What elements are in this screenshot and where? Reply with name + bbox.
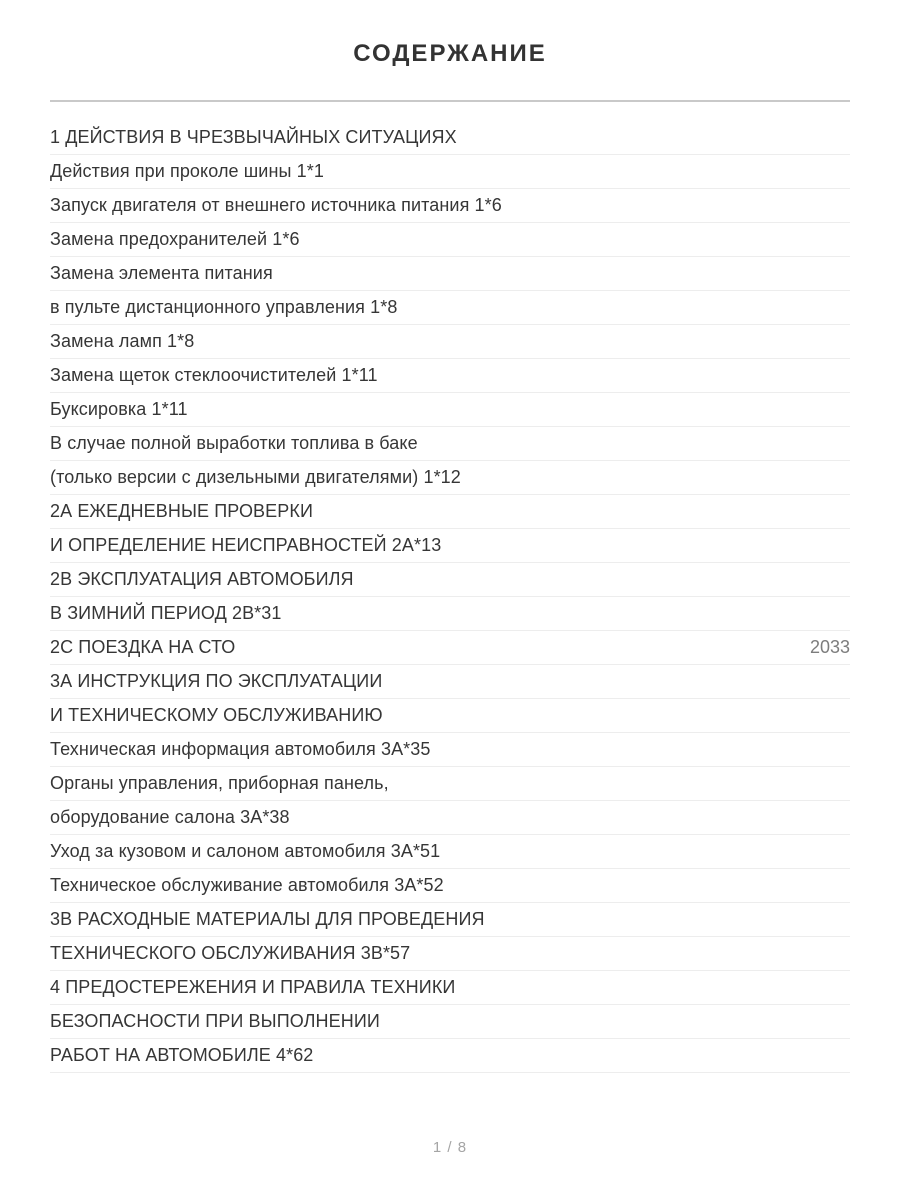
toc-row-label: Замена предохранителей 1*6 — [50, 229, 300, 249]
toc-row[interactable] — [50, 257, 850, 291]
toc-row[interactable] — [50, 461, 850, 495]
toc-row[interactable] — [50, 121, 850, 155]
toc-row-label: Органы управления, приборная панель, — [50, 773, 389, 793]
toc-row-label: И ТЕХНИЧЕСКОМУ ОБСЛУЖИВАНИЮ — [50, 705, 383, 725]
toc-row-label: 3А ИНСТРУКЦИЯ ПО ЭКСПЛУАТАЦИИ — [50, 671, 383, 691]
toc-row-label: Запуск двигателя от внешнего источника питания 1*6 — [50, 195, 502, 215]
toc-row-label: 1 ДЕЙСТВИЯ В ЧРЕЗВЫЧАЙНЫХ СИТУАЦИЯХ — [50, 127, 457, 147]
toc-row[interactable] — [50, 767, 850, 801]
toc-row-label: 2А ЕЖЕДНЕВНЫЕ ПРОВЕРКИ — [50, 501, 313, 521]
toc-row[interactable] — [50, 971, 850, 1005]
toc-row-label: 2В ЭКСПЛУАТАЦИЯ АВТОМОБИЛЯ — [50, 569, 354, 589]
toc-row[interactable] — [50, 699, 850, 733]
toc-row[interactable] — [50, 529, 850, 563]
toc-row[interactable] — [50, 291, 850, 325]
toc-row-label: Замена элемента питания — [50, 263, 273, 283]
toc-row-label: оборудование салона 3А*38 — [50, 807, 290, 827]
toc-row[interactable] — [50, 801, 850, 835]
toc-row-label: В ЗИМНИЙ ПЕРИОД 2В*31 — [50, 603, 282, 623]
toc-row[interactable] — [50, 495, 850, 529]
toc-row-label: 4 ПРЕДОСТЕРЕЖЕНИЯ И ПРАВИЛА ТЕХНИКИ — [50, 977, 456, 997]
toc-row-label: ТЕХНИЧЕСКОГО ОБСЛУЖИВАНИЯ 3В*57 — [50, 943, 411, 963]
toc-row-label: И ОПРЕДЕЛЕНИЕ НЕИСПРАВНОСТЕЙ 2А*13 — [50, 535, 442, 555]
toc-row-label: Замена щеток стеклоочистителей 1*11 — [50, 365, 378, 385]
toc-row[interactable] — [50, 597, 850, 631]
toc-row[interactable] — [50, 325, 850, 359]
toc-row[interactable] — [50, 563, 850, 597]
toc-row-right-value: 2033 — [809, 637, 850, 657]
toc-row-label: в пульте дистанционного управления 1*8 — [50, 297, 398, 317]
toc-row-label: Уход за кузовом и салоном автомобиля 3А*51 — [50, 841, 441, 861]
toc-row[interactable] — [50, 155, 850, 189]
toc-row-label: БЕЗОПАСНОСТИ ПРИ ВЫПОЛНЕНИИ — [50, 1011, 380, 1031]
toc-row[interactable] — [50, 937, 850, 971]
toc-row[interactable] — [50, 189, 850, 223]
toc-row[interactable] — [50, 835, 850, 869]
toc-row[interactable] — [50, 1005, 850, 1039]
toc-row[interactable] — [50, 733, 850, 767]
title-divider — [50, 100, 850, 102]
toc-row-label: Техническая информация автомобиля 3А*35 — [50, 739, 431, 759]
toc-list — [50, 121, 850, 1073]
toc-row[interactable] — [50, 427, 850, 461]
toc-row-label: В случае полной выработки топлива в баке — [50, 433, 418, 453]
toc-row-label: РАБОТ НА АВТОМОБИЛЕ 4*62 — [50, 1045, 314, 1065]
toc-row[interactable] — [50, 903, 850, 937]
toc-row-label: Буксировка 1*11 — [50, 399, 188, 419]
page-title: СОДЕРЖАНИЕ — [353, 40, 547, 67]
toc-row[interactable] — [50, 869, 850, 903]
toc-row[interactable] — [50, 1039, 850, 1073]
toc-row[interactable] — [50, 223, 850, 257]
toc-row[interactable] — [50, 631, 850, 665]
toc-row-label: (только версии с дизельными двигателями) 1*12 — [50, 467, 461, 487]
page-indicator: 1 / 8 — [432, 1139, 468, 1156]
toc-row-label: 3В РАСХОДНЫЕ МАТЕРИАЛЫ ДЛЯ ПРОВЕДЕНИЯ — [50, 909, 485, 929]
toc-row-label: Действия при проколе шины 1*1 — [50, 161, 324, 181]
toc-row-label: Замена ламп 1*8 — [50, 331, 195, 351]
toc-row-label: Техническое обслуживание автомобиля 3А*52 — [50, 875, 444, 895]
toc-row[interactable] — [50, 359, 850, 393]
toc-row[interactable] — [50, 665, 850, 699]
toc-row[interactable] — [50, 393, 850, 427]
toc-row-label: 2С ПОЕЗДКА НА СТО — [50, 637, 236, 657]
